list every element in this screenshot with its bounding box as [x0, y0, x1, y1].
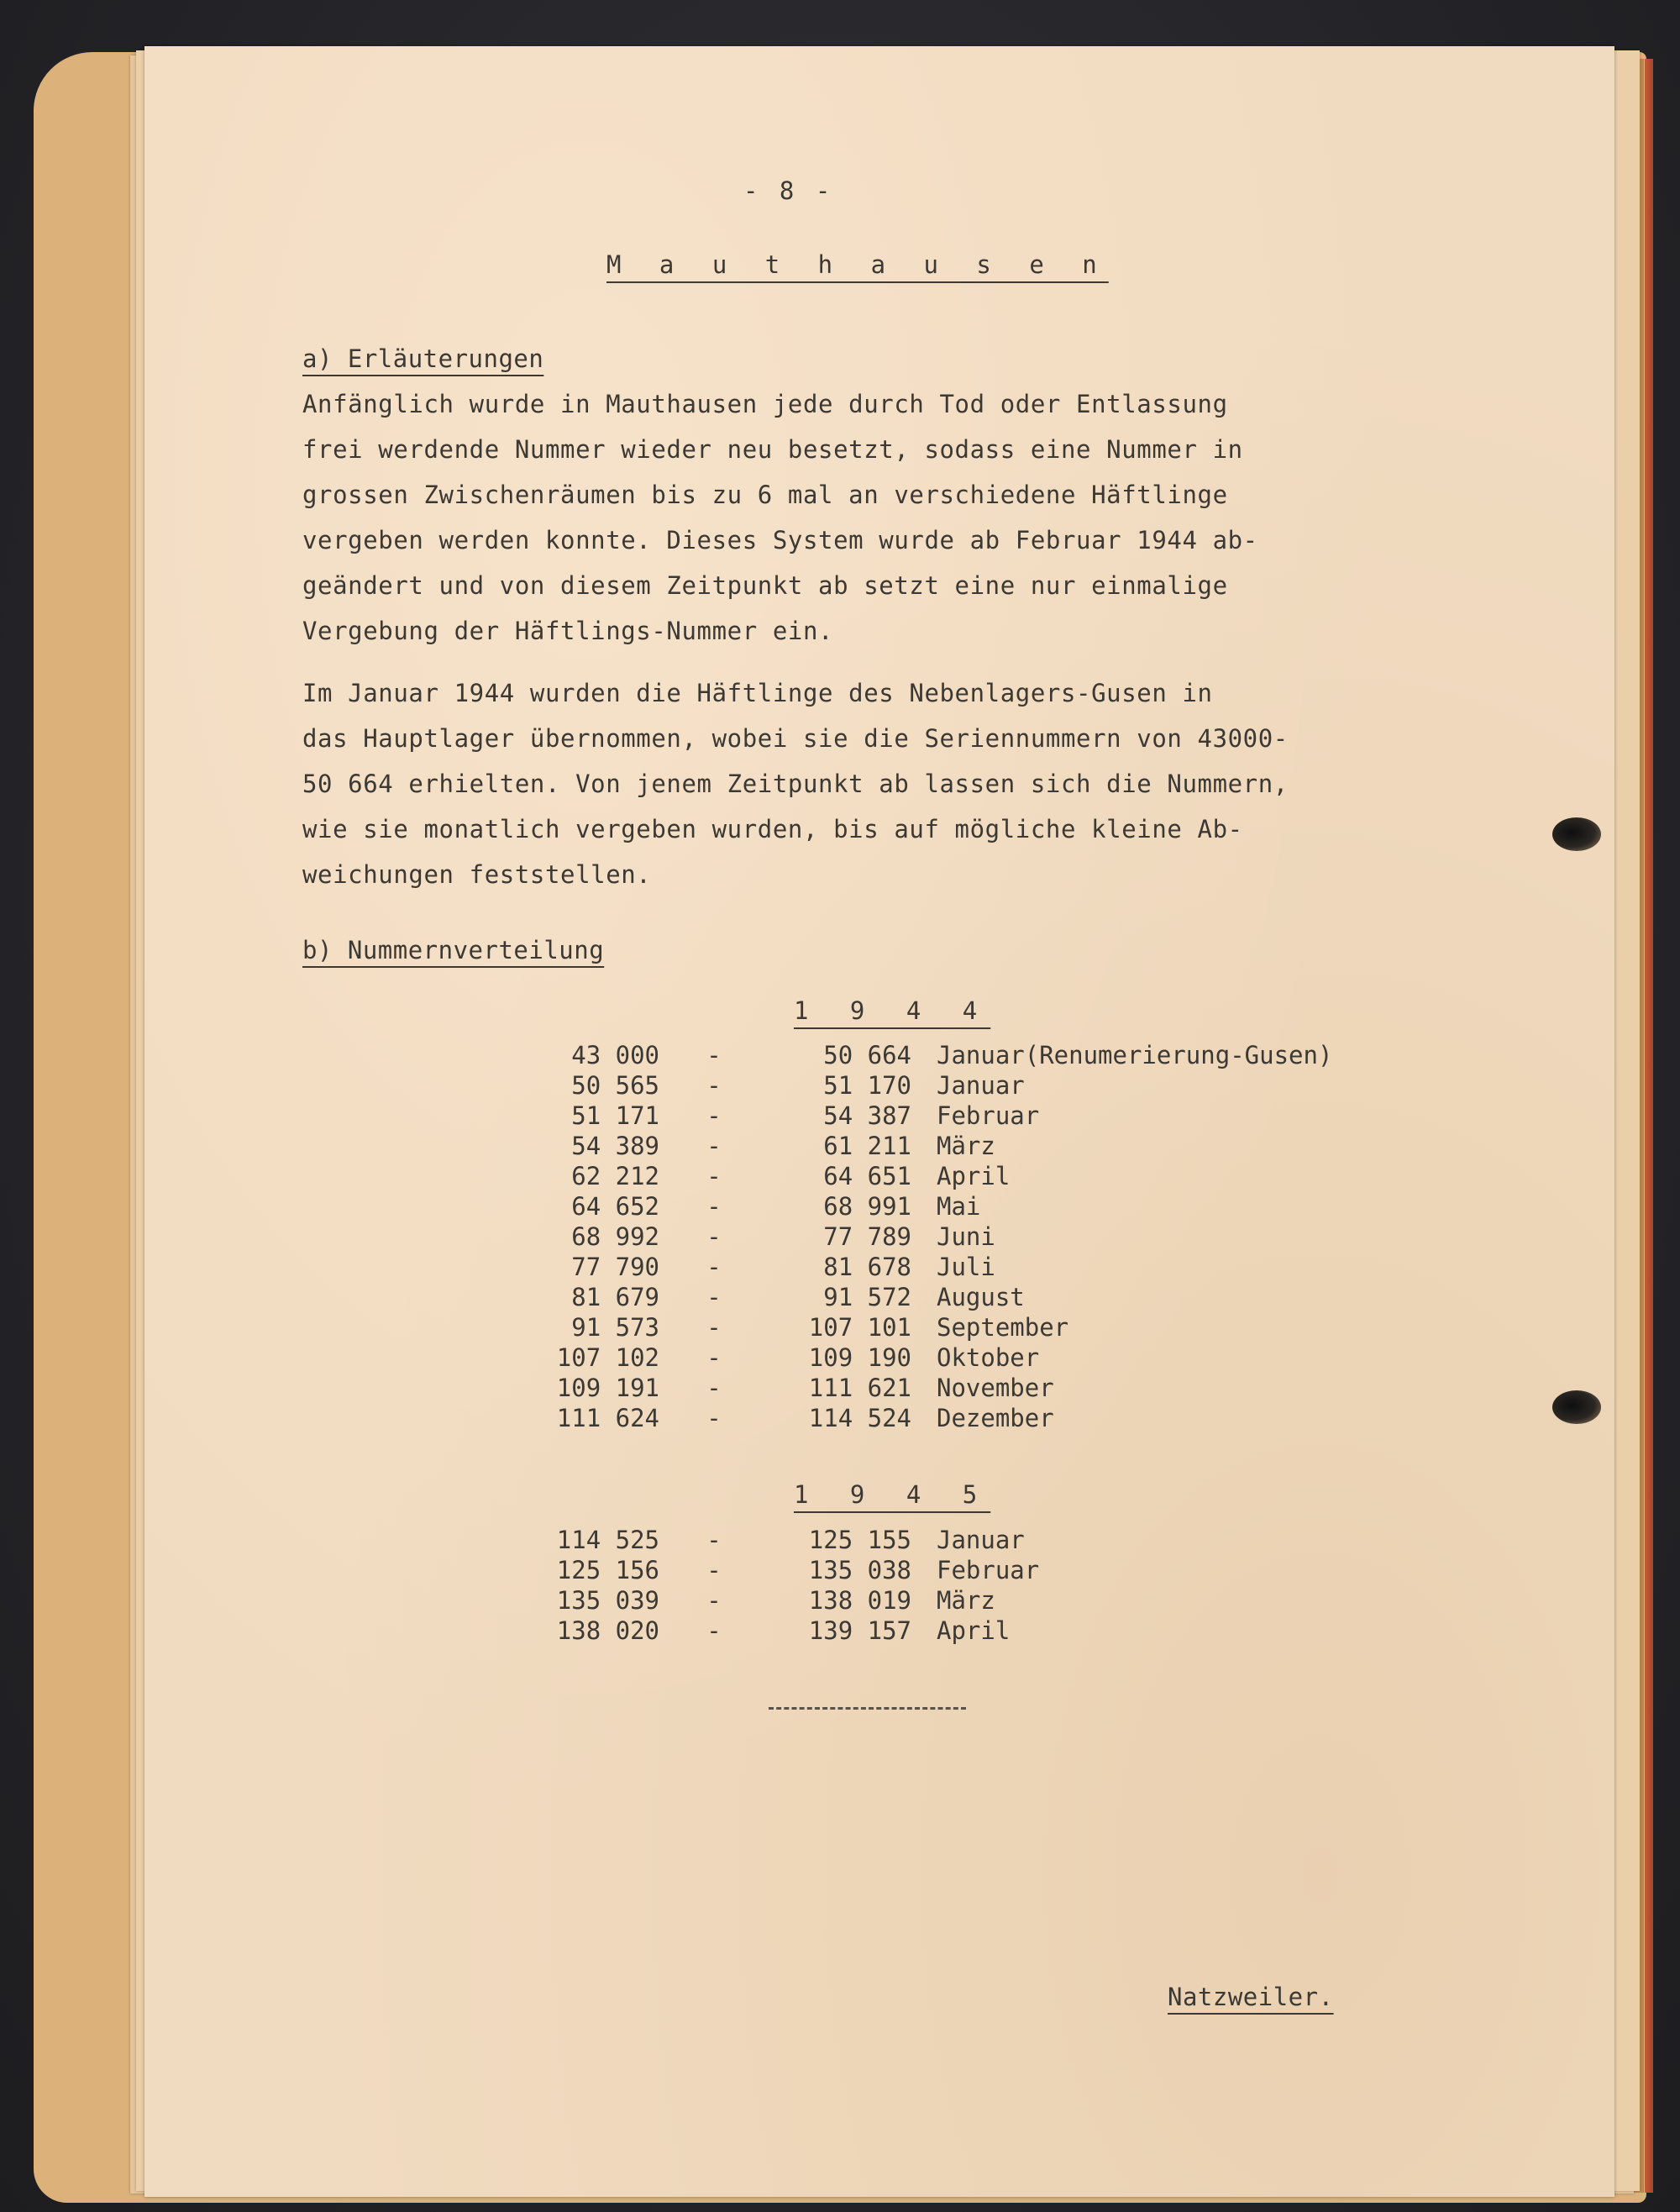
year-heading-1944: 1 9 4 4	[794, 996, 991, 1025]
range-start: 68 992	[571, 1222, 659, 1251]
range-month: März	[937, 1132, 995, 1160]
number-range-row	[542, 1312, 1332, 1342]
range-end: 138 019	[808, 1586, 911, 1615]
range-end: 135 038	[808, 1556, 911, 1584]
range-dash: -	[706, 1041, 722, 1069]
number-range-row	[542, 1161, 1332, 1191]
range-dash: -	[706, 1313, 722, 1342]
range-end: 64 651	[823, 1162, 911, 1190]
range-end: 68 991	[823, 1192, 911, 1221]
range-month: März	[937, 1586, 995, 1615]
number-range-row	[542, 1373, 1332, 1403]
range-dash: -	[706, 1616, 722, 1645]
range-end: 77 789	[823, 1222, 911, 1251]
range-start: 77 790	[571, 1253, 659, 1281]
range-month: Januar	[937, 1071, 1025, 1100]
range-start: 109 191	[556, 1374, 659, 1402]
number-range-row	[542, 1403, 1332, 1433]
range-month: Dezember	[937, 1404, 1054, 1432]
paragraph-line: Im Januar 1944 wurden die Häftlinge des Nebenlagers-Gusen in	[302, 679, 1213, 707]
range-start: 125 156	[556, 1556, 659, 1584]
range-dash: -	[706, 1343, 722, 1372]
paragraph-line: frei werdende Nummer wieder neu besetzt, sodass eine Nummer in	[302, 435, 1243, 464]
range-month: Mai	[937, 1192, 981, 1221]
paragraph-line: Anfänglich wurde in Mauthausen jede durch Tod oder Entlassung	[302, 390, 1228, 418]
range-start: 135 039	[556, 1586, 659, 1615]
paragraph-line: das Hauptlager übernommen, wobei sie die Seriennummern von 43000-	[302, 724, 1289, 753]
number-range-row	[542, 1222, 1332, 1252]
range-month: September	[937, 1313, 1069, 1342]
punch-hole	[1552, 1390, 1601, 1424]
range-start: 114 525	[556, 1526, 659, 1554]
range-start: 91 573	[571, 1313, 659, 1342]
range-month: Oktober	[937, 1343, 1040, 1372]
range-start: 54 389	[571, 1132, 659, 1160]
range-start: 111 624	[556, 1404, 659, 1432]
range-end: 51 170	[823, 1071, 911, 1100]
range-dash: -	[706, 1526, 722, 1554]
range-end: 125 155	[808, 1526, 911, 1554]
range-month: Januar	[937, 1526, 1025, 1554]
range-start: 50 565	[571, 1071, 659, 1100]
range-month: August	[937, 1283, 1025, 1311]
range-end: 109 190	[808, 1343, 911, 1372]
number-range-row	[542, 1191, 1332, 1222]
range-dash: -	[706, 1283, 722, 1311]
range-start: 107 102	[556, 1343, 659, 1372]
range-month: Januar(Renumerierung-Gusen)	[937, 1041, 1333, 1069]
paragraph-line: vergeben werden konnte. Dieses System wurde ab Februar 1944 ab-	[302, 526, 1258, 554]
range-dash: -	[706, 1222, 722, 1251]
number-range-row	[542, 1252, 1332, 1282]
range-month: Juni	[937, 1222, 995, 1251]
range-month: April	[937, 1616, 1011, 1645]
range-dash: -	[706, 1253, 722, 1281]
next-chapter-reference: Natzweiler.	[1168, 1983, 1334, 2011]
range-start: 51 171	[571, 1101, 659, 1130]
section-heading-erlaeuterungen: a) Erläuterungen	[302, 344, 544, 373]
range-month: April	[937, 1162, 1011, 1190]
range-dash: -	[706, 1162, 722, 1190]
paragraph-line: weichungen feststellen.	[302, 860, 652, 889]
range-end: 54 387	[823, 1101, 911, 1130]
number-range-row	[542, 1282, 1332, 1312]
year-heading-1945: 1 9 4 5	[794, 1480, 991, 1509]
number-ranges-1944	[542, 1040, 1332, 1433]
range-end: 139 157	[808, 1616, 911, 1645]
number-range-row	[542, 1616, 1039, 1646]
number-range-row	[542, 1070, 1332, 1101]
number-range-row	[542, 1555, 1039, 1585]
paragraph-line: Vergebung der Häftlings-Nummer ein.	[302, 617, 834, 645]
range-end: 61 211	[823, 1132, 911, 1160]
range-end: 50 664	[823, 1041, 911, 1069]
paragraph-line: wie sie monatlich vergeben wurden, bis auf mögliche kleine Ab-	[302, 815, 1243, 843]
number-range-row	[542, 1525, 1039, 1555]
range-start: 64 652	[571, 1192, 659, 1221]
range-start: 81 679	[571, 1283, 659, 1311]
range-end: 111 621	[808, 1374, 911, 1402]
number-ranges-1945	[542, 1525, 1039, 1646]
range-end: 81 678	[823, 1253, 911, 1281]
paragraph-line: 50 664 erhielten. Von jenem Zeitpunkt ab lassen sich die Nummern,	[302, 770, 1289, 798]
closing-dashed-rule	[769, 1707, 966, 1710]
number-range-row	[542, 1101, 1332, 1131]
range-month: Juli	[937, 1253, 995, 1281]
range-dash: -	[706, 1192, 722, 1221]
range-end: 114 524	[808, 1404, 911, 1432]
number-range-row	[542, 1342, 1332, 1373]
range-start: 138 020	[556, 1616, 659, 1645]
range-month: Februar	[937, 1556, 1040, 1584]
range-dash: -	[706, 1556, 722, 1584]
range-start: 43 000	[571, 1041, 659, 1069]
range-dash: -	[706, 1404, 722, 1432]
range-end: 91 572	[823, 1283, 911, 1311]
range-dash: -	[706, 1374, 722, 1402]
range-start: 62 212	[571, 1162, 659, 1190]
range-dash: -	[706, 1586, 722, 1615]
range-dash: -	[706, 1132, 722, 1160]
range-dash: -	[706, 1071, 722, 1100]
page-number: - 8 -	[743, 176, 834, 205]
section-heading-nummernverteilung: b) Nummernverteilung	[302, 936, 605, 964]
page-title: M a u t h a u s e n	[606, 250, 1109, 279]
range-month: November	[937, 1374, 1054, 1402]
number-range-row	[542, 1040, 1332, 1070]
paragraph-line: grossen Zwischenräumen bis zu 6 mal an verschiedene Häftlinge	[302, 481, 1228, 509]
range-end: 107 101	[808, 1313, 911, 1342]
punch-hole	[1552, 817, 1601, 851]
number-range-row	[542, 1585, 1039, 1616]
range-month: Februar	[937, 1101, 1040, 1130]
paragraph-line: geändert und von diesem Zeitpunkt ab setzt eine nur einmalige	[302, 571, 1228, 600]
number-range-row	[542, 1131, 1332, 1161]
range-dash: -	[706, 1101, 722, 1130]
red-binding-edge	[1645, 59, 1653, 2193]
